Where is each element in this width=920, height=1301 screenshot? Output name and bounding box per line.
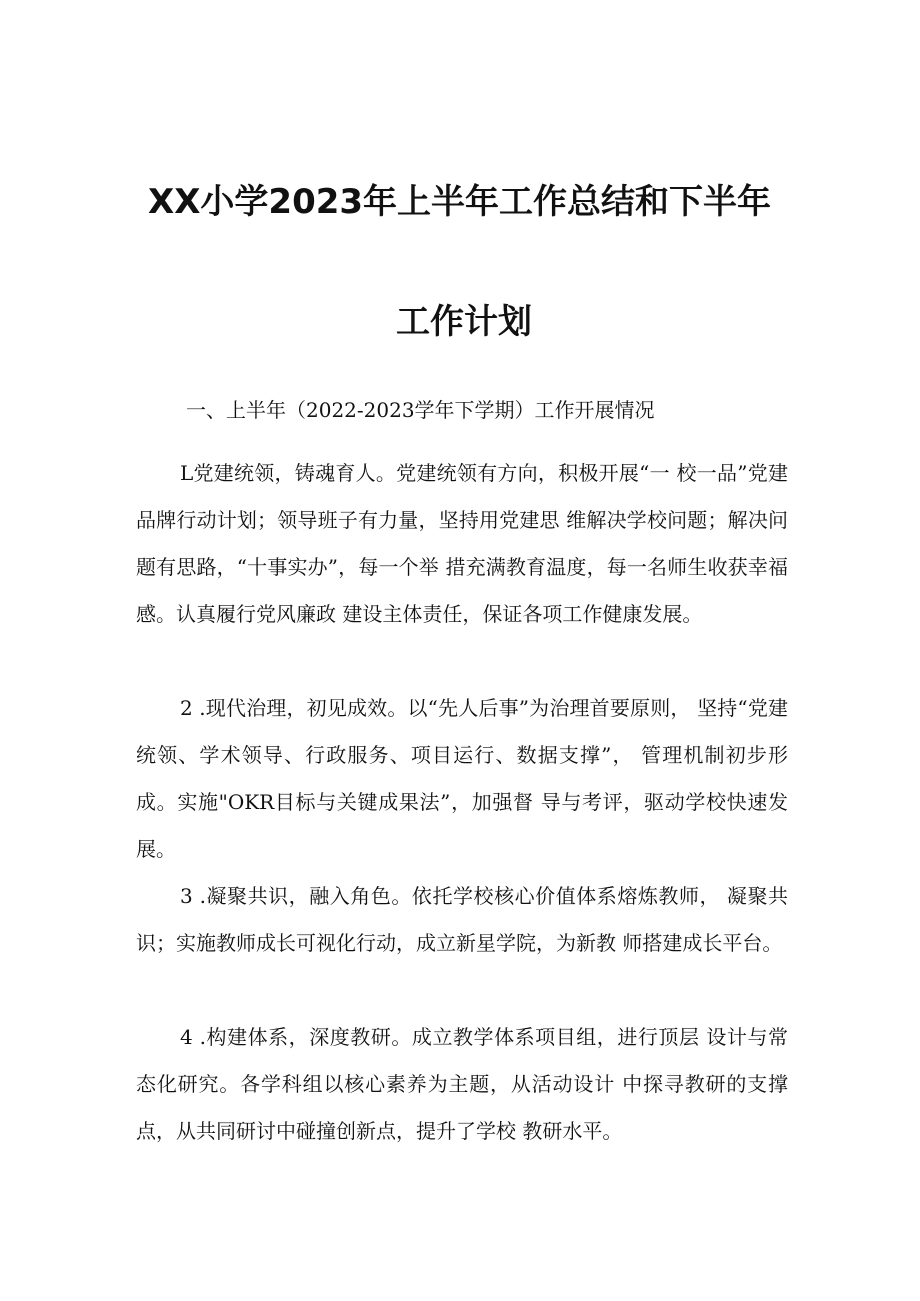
paragraph-2: 2 .现代治理，初见成效。以“先人后事”为治理首要原则， 坚持“党建统领、学术领导、行政服务、项目运行、数据支撑”， 管理机制初步形成。实施"OKR目标与关键成果法”，加强督 导与考评，驱动学校快速发展。	[136, 696, 788, 861]
paragraph-4: 4 .构建体系，深度教研。成立教学体系项目组，进行顶层 设计与常态化研究。各学科组以核心素养为主题，从活动设计 中探寻教研的支撑点，从共同研讨中碰撞创新点，提升了学校 教研水平。	[136, 1025, 788, 1143]
paragraph-1: L党建统领，铸魂育人。党建统领有方向，积极开展“一 校一品”党建品牌行动计划；领导班子有力量，坚持用党建思 维解决学校问题；解决问题有思路，“十事实办”，每一个举 措充满教育温度，每一名师生收获幸福感。认真履行党风廉政 建设主体责任，保证各项工作健康发展。	[136, 461, 788, 626]
document-title-line-1: XX小学2023年上半年工作总结和下半年	[148, 182, 772, 222]
paragraph-3: 3 .凝聚共识，融入角色。依托学校核心价值体系熔炼教师， 凝聚共识；实施教师成长可视化行动，成立新星学院，为新教 师搭建成长平台。	[136, 884, 788, 955]
section-heading: 一、上半年（2022-2023学年下学期）工作开展情况	[186, 398, 655, 422]
document-title-line-2: 工作计划	[396, 302, 532, 342]
